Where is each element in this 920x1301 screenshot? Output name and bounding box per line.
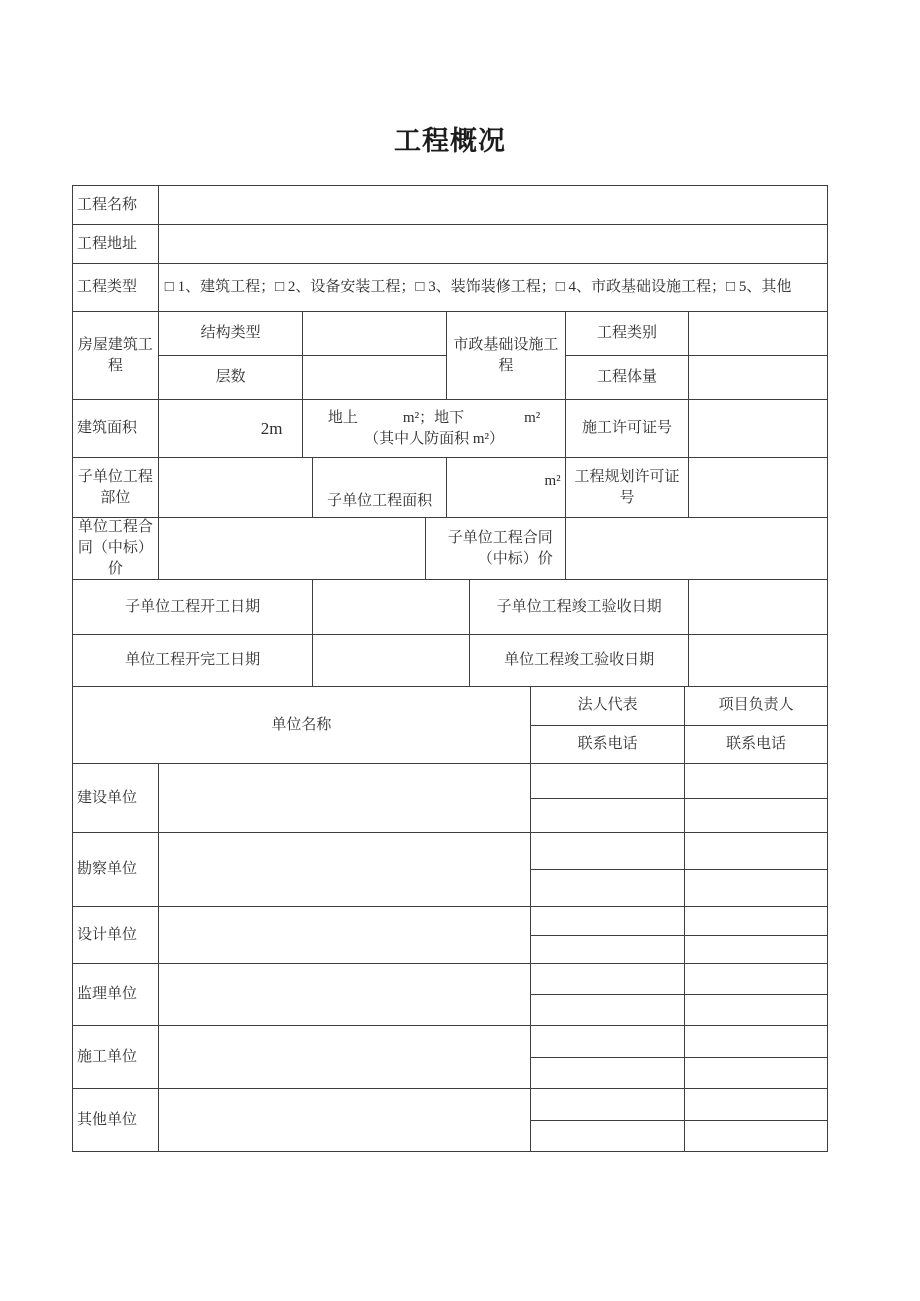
phone-cell	[531, 936, 685, 964]
phone-cell	[685, 870, 827, 906]
phone-cell	[531, 1121, 685, 1152]
row-project-address	[73, 225, 827, 264]
unit-type-label: 勘察单位	[73, 833, 159, 906]
unit-type-label: 建设单位	[73, 764, 159, 832]
phone-cell	[685, 936, 827, 964]
unit-name-cell	[159, 833, 531, 906]
sub-unit-part-value-cell	[159, 458, 314, 517]
manager-cell	[685, 964, 827, 995]
unit-type-label: 设计单位	[73, 907, 159, 963]
manager-phone-column	[685, 833, 827, 906]
project-type-options: □ 1、建筑工程；□ 2、设备安装工程；□ 3、装饰装修工程；□ 4、市政基础设施工程；□ 5、其他	[164, 279, 792, 295]
row-unit-contractor	[73, 1026, 827, 1089]
manager-phone-column	[685, 964, 827, 1025]
row-unit-other	[73, 1089, 827, 1151]
floor-area-detail-line1: 地上 m²；地下 m²	[327, 409, 541, 426]
volume-label: 工程体量	[597, 369, 658, 385]
project-type-label: 工程类型	[73, 264, 159, 311]
municipal-sublabels-column	[566, 312, 690, 399]
manager-phone-column	[685, 1026, 827, 1088]
legal-rep-phone-column	[531, 833, 686, 906]
manager-cell	[685, 833, 827, 870]
row-contract-price	[73, 518, 827, 580]
manager-cell	[685, 764, 827, 799]
row-unit-supervision	[73, 964, 827, 1026]
unit-type-label: 监理单位	[73, 964, 159, 1025]
sub-unit-area-unit: m²	[447, 458, 566, 517]
phone-cell	[685, 1121, 827, 1152]
legal-rep-cell	[531, 1026, 685, 1058]
legal-rep-header-column	[531, 687, 686, 763]
manager-phone-column	[685, 1089, 827, 1151]
floors-label: 层数	[215, 369, 246, 385]
row-project-name	[73, 186, 827, 225]
sub-unit-start-date-value-cell	[313, 580, 470, 634]
legal-rep-header: 法人代表	[531, 687, 685, 726]
legal-rep-cell	[531, 907, 685, 936]
sub-unit-area-label: 子单位工程面积	[313, 458, 447, 517]
row-floor-area	[73, 400, 827, 458]
sub-unit-start-date-label: 子单位工程开工日期	[73, 580, 313, 634]
construction-permit-value-cell	[689, 400, 827, 457]
municipal-values-column	[689, 312, 827, 399]
manager-phone-column	[685, 764, 827, 832]
manager-cell	[685, 907, 827, 936]
unit-start-date-label: 单位工程开完工日期	[73, 635, 313, 686]
unit-name-cell	[159, 764, 531, 832]
structure-type-value-cell	[303, 312, 446, 356]
row-building-municipal	[73, 312, 827, 400]
unit-name-cell	[159, 1089, 531, 1151]
planning-permit-value-cell	[689, 458, 827, 517]
structure-type-label: 结构类型	[159, 312, 303, 356]
legal-rep-phone-column	[531, 1089, 686, 1151]
row-unit-survey	[73, 833, 827, 907]
project-manager-header-column	[685, 687, 827, 763]
manager-cell	[685, 1026, 827, 1058]
category-label: 工程类别	[566, 312, 689, 356]
row-unit-dates	[73, 635, 827, 687]
project-address-label: 工程地址	[73, 225, 159, 263]
row-unit-construction-owner	[73, 764, 827, 833]
planning-permit-label: 工程规划许可证号	[566, 458, 690, 517]
legal-rep-phone-column	[531, 1026, 686, 1088]
sub-unit-contract-price-value-cell	[566, 518, 827, 579]
row-unit-design	[73, 907, 827, 964]
legal-rep-cell	[531, 833, 685, 870]
unit-type-label: 其他单位	[73, 1089, 159, 1151]
phone-header-right: 联系电话	[726, 735, 787, 752]
unit-type-label: 施工单位	[73, 1026, 159, 1088]
building-values-column	[303, 312, 447, 399]
unit-name-cell	[159, 964, 531, 1025]
project-manager-header: 项目负责人	[685, 687, 827, 726]
unit-completion-date-value-cell	[689, 635, 827, 686]
unit-name-header: 单位名称	[73, 687, 531, 763]
legal-rep-phone-column	[531, 907, 686, 963]
floor-area-label: 建筑面积	[73, 400, 159, 457]
building-sublabels-column	[159, 312, 304, 399]
sub-unit-part-label: 子单位工程部位	[73, 458, 159, 517]
phone-cell	[531, 995, 685, 1025]
category-value-cell	[689, 312, 827, 356]
row-sub-unit	[73, 458, 827, 518]
floor-area-detail-line2: （其中人防面积 m²）	[364, 430, 505, 447]
manager-cell	[685, 1089, 827, 1121]
volume-value-cell	[689, 356, 827, 399]
unit-contract-price-value-cell	[159, 518, 426, 579]
project-address-value-cell	[159, 225, 827, 263]
building-works-label: 房屋建筑工程	[73, 312, 159, 399]
unit-contract-price-label: 单位工程合同（中标）价	[73, 518, 159, 579]
row-units-header	[73, 687, 827, 764]
phone-cell	[685, 799, 827, 833]
sub-unit-completion-date-value-cell	[689, 580, 827, 634]
phone-cell	[685, 1058, 827, 1089]
legal-rep-phone-column	[531, 964, 686, 1025]
phone-cell	[531, 1058, 685, 1089]
legal-rep-cell	[531, 964, 685, 995]
floor-area-detail-cell	[303, 400, 565, 457]
unit-completion-date-label: 单位工程竣工验收日期	[470, 635, 689, 686]
sub-unit-completion-date-label: 子单位工程竣工验收日期	[470, 580, 689, 634]
unit-name-cell	[159, 1026, 531, 1088]
manager-phone-column	[685, 907, 827, 963]
floor-area-value: 2m	[159, 400, 304, 457]
project-name-label: 工程名称	[73, 186, 159, 224]
floors-value-cell	[303, 356, 446, 399]
phone-cell	[531, 799, 685, 833]
construction-permit-label: 施工许可证号	[566, 400, 690, 457]
row-project-type	[73, 264, 827, 312]
legal-rep-phone-column	[531, 764, 686, 832]
legal-rep-cell	[531, 764, 685, 799]
municipal-works-label: 市政基础设施工程	[447, 312, 566, 399]
phone-header-left: 联系电话	[577, 735, 638, 752]
unit-start-date-value-cell	[313, 635, 470, 686]
phone-cell	[531, 870, 685, 906]
phone-cell	[685, 995, 827, 1025]
unit-name-cell	[159, 907, 531, 963]
project-overview-table	[72, 185, 828, 1152]
legal-rep-cell	[531, 1089, 685, 1121]
row-sub-unit-dates	[73, 580, 827, 635]
sub-unit-contract-price-label: 子单位工程合同（中标）价	[426, 518, 566, 579]
project-name-value-cell	[159, 186, 827, 224]
page-title: 工程概况	[394, 126, 506, 156]
